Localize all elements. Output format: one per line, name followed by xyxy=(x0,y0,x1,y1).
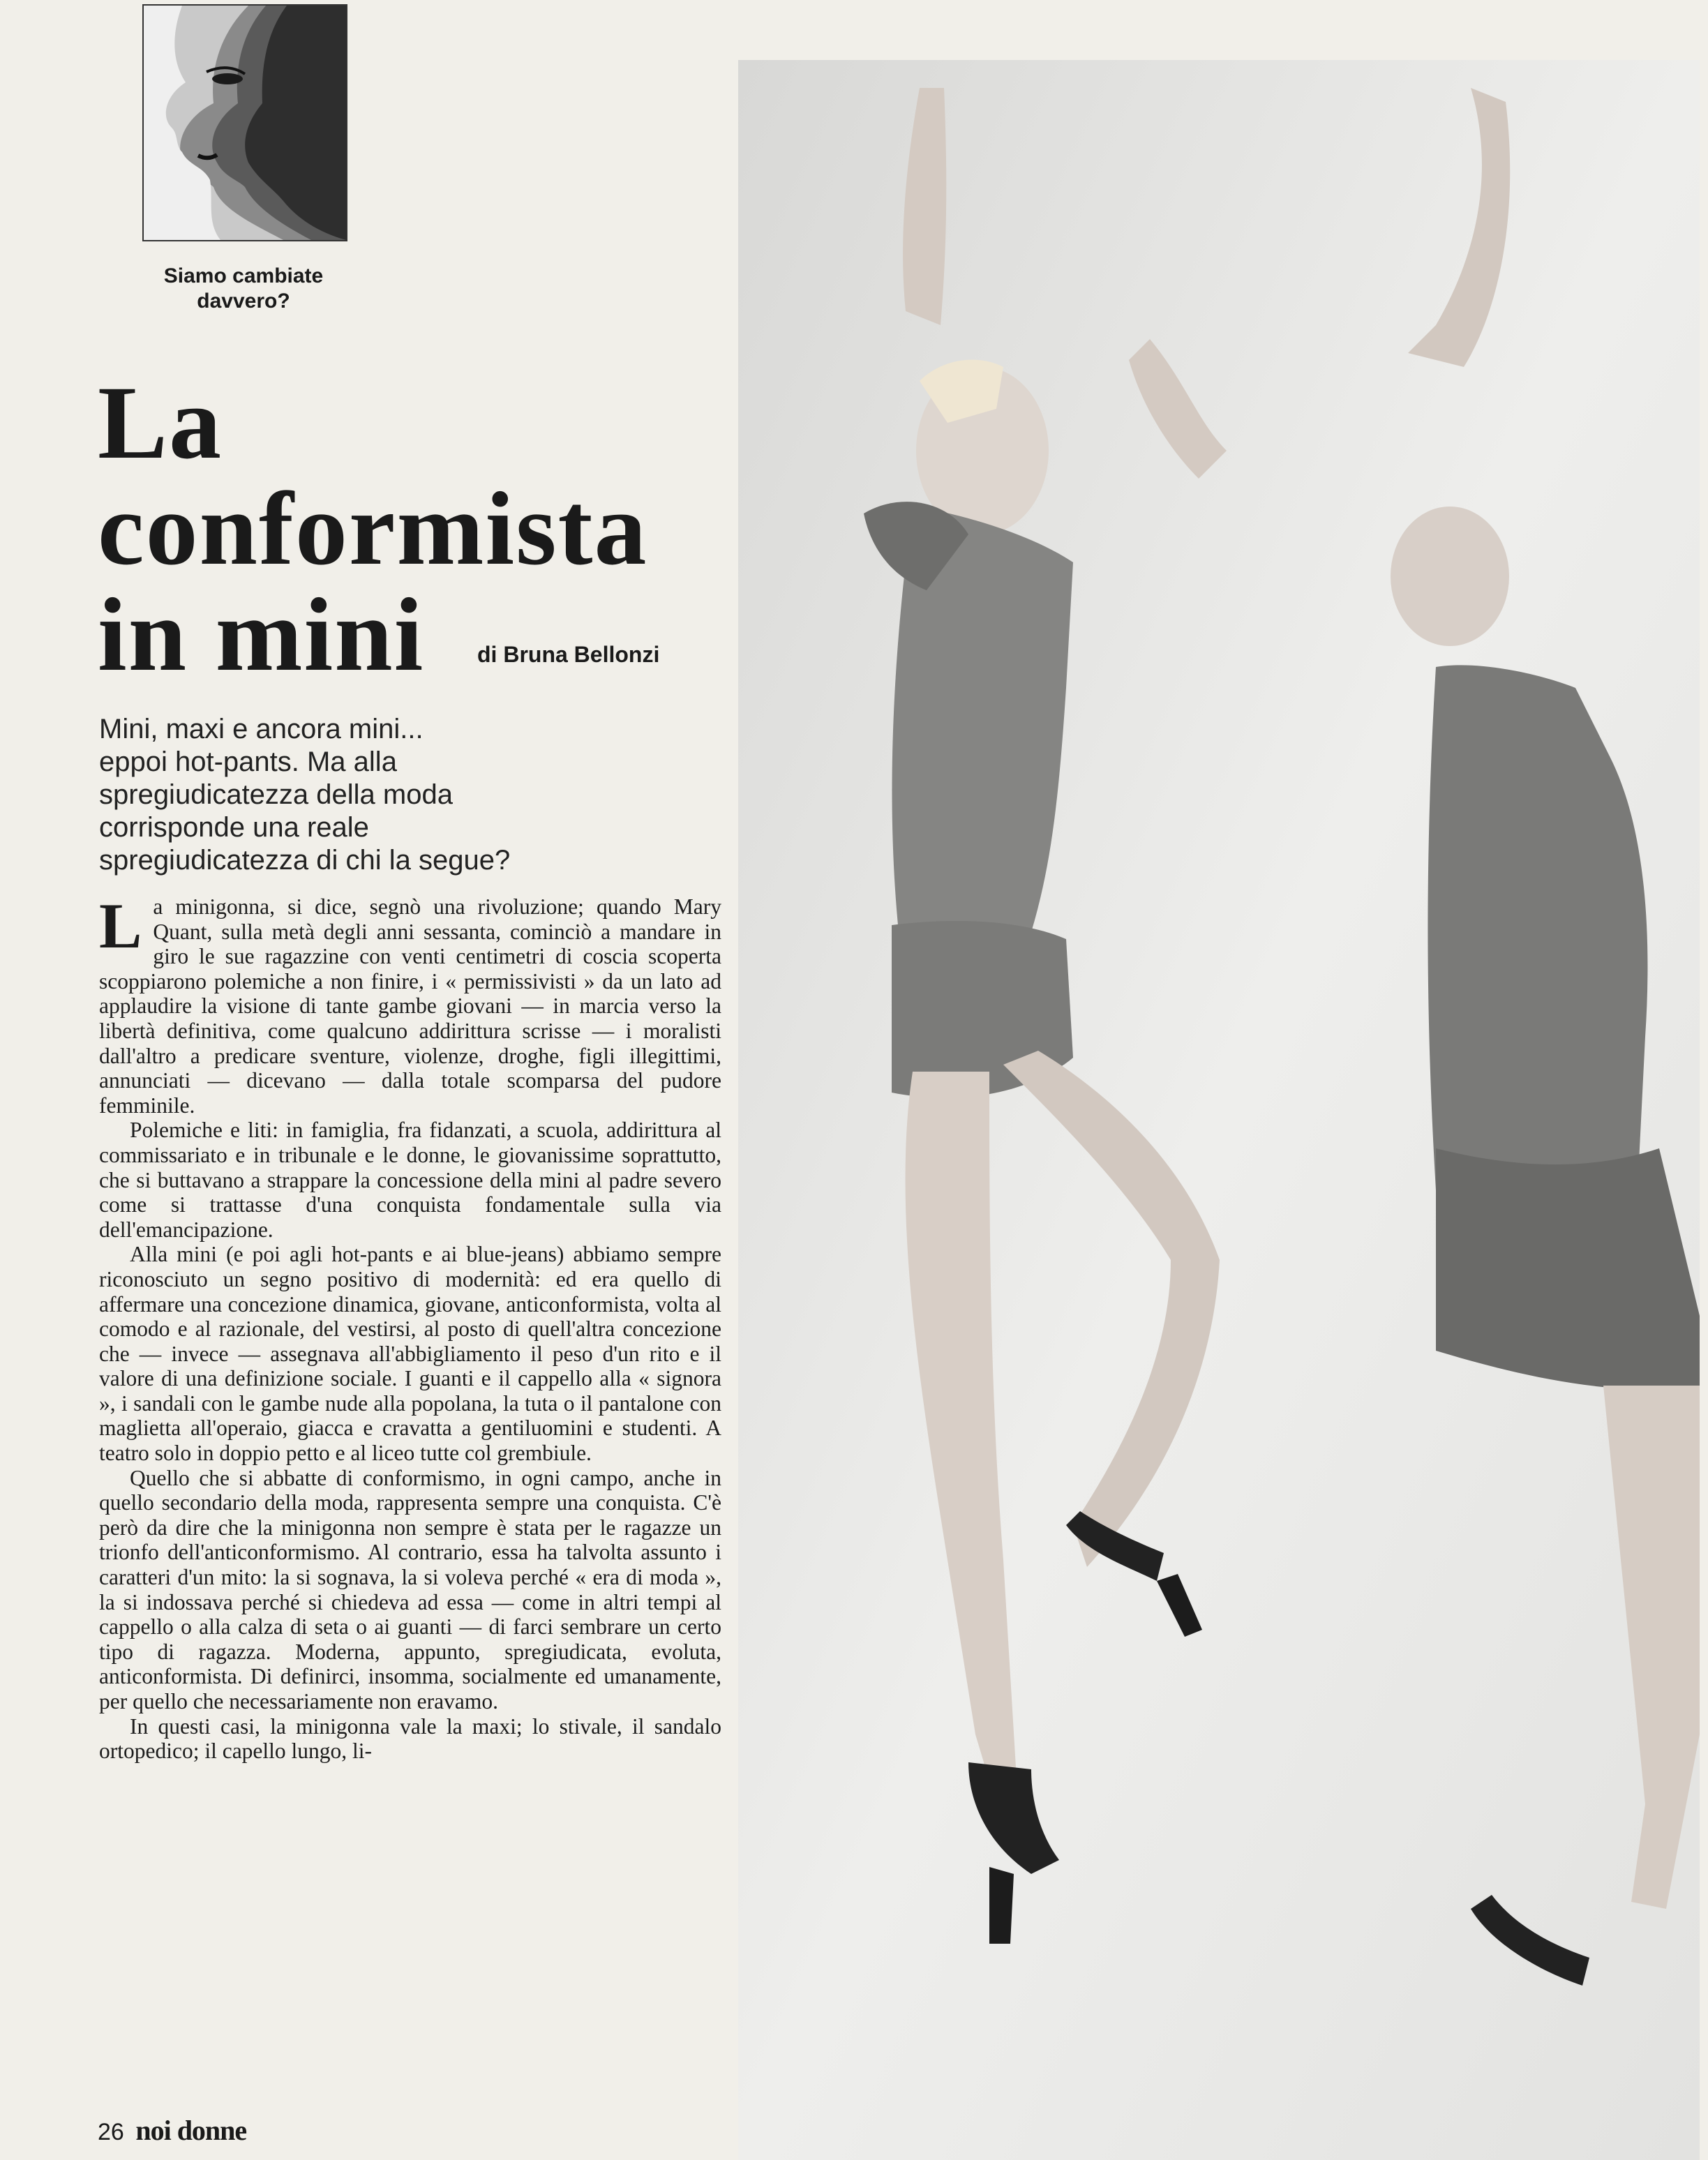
standfirst-line: eppoi hot-pants. Ma alla xyxy=(99,747,397,777)
article-body xyxy=(99,890,721,1764)
headline-line: in mini xyxy=(98,577,425,693)
kicker-line: Siamo cambiate xyxy=(163,264,324,287)
article-paragraph: Polemiche e liti: in famiglia, fra fidanzati, a scuola, addirittura al commissariato e in tribunale e le donne, le giovanissime soprattutto, che si buttavano a strappare la concessione della mini al padre severo come si trattasse d'una conquista fondamentale sulla via dell'emancipazione. xyxy=(99,1118,721,1242)
kicker-line: davvero? xyxy=(197,290,290,313)
paragraph-text: a minigonna, si dice, segnò una rivoluzione; quando Mary Quant, sulla metà degli anni sessanta, cominciò a mandare in giro le sue ragazzine con venti centimetri di coscia scoperta scoppiarono polemiche a non finire, i « permissivisti » da un lato ad applaudire la visione di tante gambe giovani — in marcia verso la libertà definitiva, come qualcuno addirittura scrisse — i moralisti dall'altro a predicare sventure, violenze, droghe, figli illegittimi, annunciati — dicevano — dalla totale scomparsa del pudore femminile. xyxy=(99,894,721,1118)
page-footer xyxy=(98,2114,246,2147)
headline xyxy=(98,365,747,693)
headline-line: conformista xyxy=(98,471,648,587)
article-paragraph: Quello che si abbatte di conformismo, in ogni campo, anche in quello secondario della moda, rappresenta sempre una conquista. C'è però da dire che la minigonna non sempre è stata per le ragazze un trionfo dell'anticonformismo. Al contrario, essa ha talvolta assunto i caratteri d'un mito: la si sognava, la si voleva perché « era di moda », la si indossava perché si chiedeva ad essa — come in altri tempi al cappello o alla calza di seta o ai guanti — di farci sembrare un certo tipo di ragazza. Moderna, appunto, spregiudicata, evoluta, anticonformista. Di definirci, insomma, socialmente ed umanamente, per quello che necessariamente non eravamo. xyxy=(99,1465,721,1713)
page-number: 26 xyxy=(98,2119,124,2145)
article-paragraph: In questi casi, la minigonna vale la maxi; lo stivale, il sandalo ortopedico; il capello lungo, li- xyxy=(99,1713,721,1764)
standfirst-line: spregiudicatezza di chi la segue? xyxy=(99,845,511,876)
face-illustration xyxy=(142,4,347,241)
standfirst-line: corrisponde una reale xyxy=(99,812,369,843)
drop-cap: L xyxy=(99,890,142,961)
kicker xyxy=(142,264,345,314)
standfirst xyxy=(99,713,727,877)
magazine-name: noi donne xyxy=(135,2115,247,2146)
article-paragraph xyxy=(99,890,721,1118)
standfirst-line: spregiudicatezza della moda xyxy=(99,779,453,810)
article-paragraph: Alla mini (e poi agli hot-pants e ai blue-jeans) abbiamo sempre riconosciuto un segno positivo di modernità: ed era quello di affermare una concezione dinamica, giovane, anticonformista, volta al comodo e al razionale, del vestirsi, al posto di quell'altra concezione che — invece — assegnava all'abbigliamento il peso d'un rito e il valore di una definizione sociale. I guanti e il cappello alla « signora », i sandali con le gambe nude alla popolana, la tuta o il pantalone con maglietta all'operaio, giacca e cravatta a gentiluomini e studenti. A teatro solo in doppio petto e al liceo tutte col grembiule. xyxy=(99,1242,721,1466)
byline: di Bruna Bellonzi xyxy=(477,642,660,667)
standfirst-line: Mini, maxi e ancora mini... xyxy=(99,714,424,744)
dancers-photo xyxy=(738,60,1700,2160)
headline-line: La xyxy=(98,365,223,481)
